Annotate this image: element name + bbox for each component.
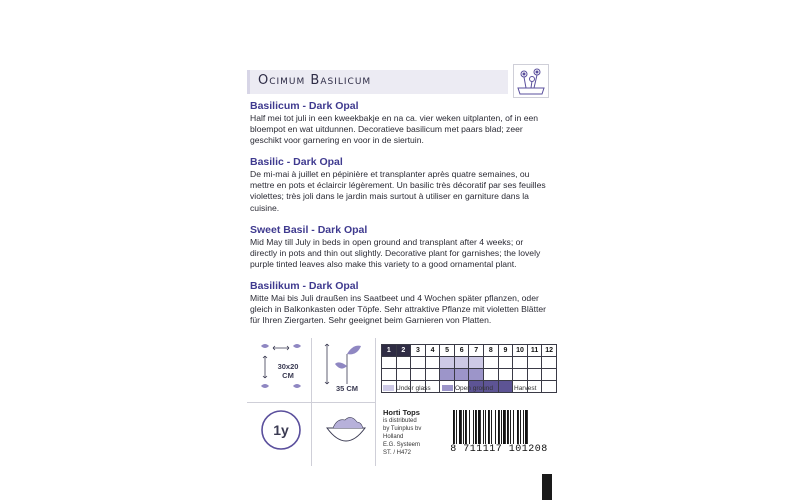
- open-ground-cell: [542, 369, 557, 381]
- species-header: [247, 70, 508, 94]
- month-cell: 3: [411, 345, 426, 357]
- legend-harvest: [501, 385, 536, 392]
- legend-swatch: [501, 385, 512, 391]
- under-glass-cell: [440, 357, 455, 369]
- legend-under-glass: [383, 385, 431, 392]
- section-text: Mitte Mai bis Juli draußen ins Saatbeet und 4 Wochen später pflanzen, oder gleich in Balkonkasten oder Töpfe. Sehr attraktive Pflanze mit violetten Blätter für Ihren Ziergarten. Sehr geeignet beim Garnieren von Platten.: [250, 293, 547, 326]
- open-ground-cell: [440, 369, 455, 381]
- month-cell: 12: [542, 345, 557, 357]
- month-cell: 4: [425, 345, 440, 357]
- under-glass-cell: [469, 357, 484, 369]
- open-ground-cell: [382, 369, 397, 381]
- spacing-label: 30x20: [277, 362, 299, 371]
- open-ground-cell: [527, 369, 542, 381]
- section-heading: Sweet Basil - Dark Opal: [250, 224, 368, 236]
- section-heading: Basilikum - Dark Opal: [250, 280, 359, 292]
- species-title: Ocimum Basilicum: [258, 73, 372, 88]
- month-cell: 9: [498, 345, 513, 357]
- under-glass-cell: [396, 357, 411, 369]
- height-label: 35 CM: [335, 384, 359, 393]
- open-ground-cell: [454, 369, 469, 381]
- section-heading: Basilicum - Dark Opal: [250, 100, 359, 112]
- harvest-cell: [542, 381, 557, 393]
- open-ground-cell: [469, 369, 484, 381]
- plant-height-icon: [319, 340, 369, 388]
- section-text: De mi-mai à juillet en pépinière et transplanter après quatre semaines, ou mettre en pots et éclaircir légèrement. Un basilic très décoratif par ses feuilles violettes; très joli dans le jardin mais surtout à utiliser en garniture dans la cuisine.: [250, 169, 546, 213]
- divider: [311, 338, 312, 466]
- month-cell: 2: [396, 345, 411, 357]
- under-glass-cell: [382, 357, 397, 369]
- company-name: Horti Tops: [383, 408, 420, 417]
- under-glass-cell: [513, 357, 528, 369]
- barcode-number: 8 711117 101208: [447, 444, 551, 455]
- legend-label: Open ground: [455, 385, 493, 392]
- under-glass-cell: [542, 357, 557, 369]
- open-ground-cell: [396, 369, 411, 381]
- company-line: Holland: [383, 434, 404, 440]
- section-text: Mid May till July in beds in open ground and transplant after 4 weeks; or directly in pots and thin out slightly. Decorative plant for garnishes; the lovely purple tinted leaves also make this variety to a good ornamental plant.: [250, 237, 541, 270]
- month-cell: 5: [440, 345, 455, 357]
- legend-swatch: [442, 385, 453, 391]
- open-ground-cell: [513, 369, 528, 381]
- section-text: Half mei tot juli in een kweekbakje en na ca. vier weken uitplanten, of in een bloempot en wat uitdunnen. Decoratieve basilicum met paars blad; zeer geschikt voor garnering en voor in de siertuin.: [250, 113, 539, 146]
- section-dutch: [250, 100, 550, 147]
- section-german: [250, 280, 550, 327]
- section-french: [250, 156, 550, 214]
- month-cell: 1: [382, 345, 397, 357]
- month-cell: 7: [469, 345, 484, 357]
- month-cell: 11: [527, 345, 542, 357]
- section-heading: Basilic - Dark Opal: [250, 156, 343, 168]
- under-glass-row: [382, 357, 557, 369]
- seed-packet-back: [241, 0, 557, 500]
- flowering-plant-icon: [513, 64, 549, 98]
- spacing-unit: CM: [282, 371, 294, 380]
- company-line: E.G. Systeem: [383, 442, 421, 448]
- under-glass-cell: [454, 357, 469, 369]
- open-ground-cell: [498, 369, 513, 381]
- lifecycle-label: 1y: [273, 422, 289, 438]
- month-cell: 8: [484, 345, 499, 357]
- open-ground-cell: [411, 369, 426, 381]
- legend-label: Under glass: [396, 385, 431, 392]
- under-glass-cell: [527, 357, 542, 369]
- divider: [375, 338, 376, 466]
- month-cell: 10: [513, 345, 528, 357]
- under-glass-cell: [411, 357, 426, 369]
- month-cell: 6: [454, 345, 469, 357]
- legend-swatch: [383, 385, 394, 391]
- company-line: by Tuinplus bv: [383, 426, 422, 432]
- under-glass-cell: [484, 357, 499, 369]
- open-ground-cell: [425, 369, 440, 381]
- distributor-info: [383, 409, 453, 457]
- legend-open-ground: [442, 385, 493, 392]
- salad-bowl-icon: [323, 408, 369, 452]
- packet-edge-strip: [542, 474, 552, 500]
- company-line: is distributed: [383, 418, 417, 424]
- legend-label: Harvest: [514, 385, 537, 392]
- under-glass-cell: [425, 357, 440, 369]
- under-glass-cell: [498, 357, 513, 369]
- open-ground-row: [382, 369, 557, 381]
- open-ground-cell: [484, 369, 499, 381]
- section-english: [250, 224, 550, 271]
- company-line: ST. / H472: [383, 450, 412, 456]
